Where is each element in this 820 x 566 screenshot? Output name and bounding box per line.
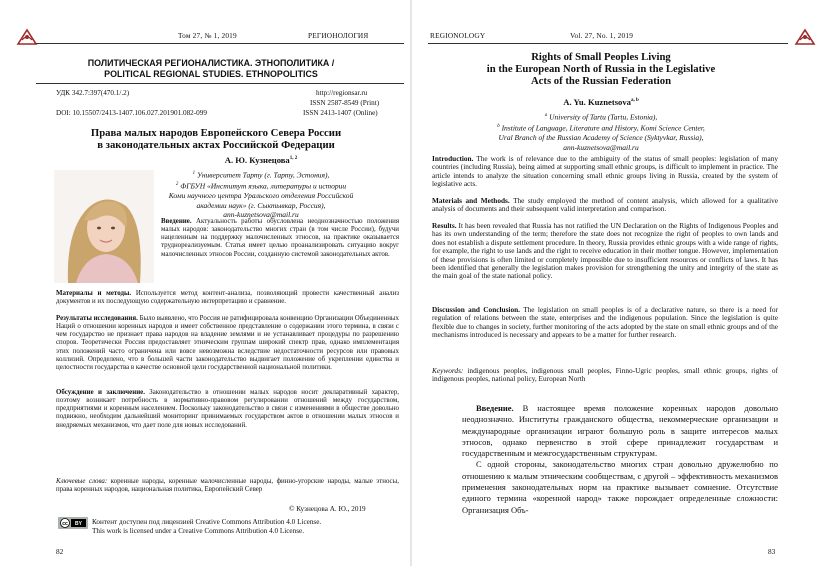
author-en bbox=[428, 97, 774, 107]
right-page bbox=[422, 0, 820, 566]
title-line: Права малых народов Европейского Севера России bbox=[90, 127, 342, 139]
article-title-en bbox=[428, 51, 774, 87]
rubric-rule bbox=[36, 83, 404, 84]
title-line: Acts of the Russian Federation bbox=[530, 75, 672, 87]
author-sup: a, b bbox=[630, 98, 639, 104]
affiliation-line: Коми научного центра Уральского отделения Российской bbox=[168, 191, 354, 201]
author-sup: 1, 2 bbox=[289, 156, 298, 162]
udc: УДК 342.7:397(470.1/.2) bbox=[56, 89, 130, 97]
abstract-label: Обсуждение и заключение. bbox=[56, 389, 145, 396]
cc-by-license-icon bbox=[58, 517, 88, 529]
affiliation-line: $^b$ Institute of Language, Literature and History, Komi Science Center, bbox=[497, 123, 705, 133]
keywords-label: Keywords: bbox=[432, 366, 464, 375]
rubric-ru: ПОЛИТИЧЕСКАЯ РЕГИОНАЛИСТИКА. ЭТНОПОЛИТИКА / bbox=[87, 58, 335, 68]
header-section: РЕГИОНОЛОГИЯ bbox=[308, 31, 369, 40]
page-number: 83 bbox=[768, 547, 776, 556]
keywords-label: Ключевые слова: bbox=[56, 478, 108, 485]
header-volume: Том 27, № 1, 2019 bbox=[178, 31, 237, 40]
abstract-methods-en bbox=[432, 197, 778, 214]
keywords-text: коренные народы, коренные малочисленные народы, финно-угорские народы, малые этносы, права коренных народов, национальная политика, Европейский Север bbox=[56, 478, 399, 494]
article-title-ru bbox=[46, 127, 386, 151]
journal-logo-icon bbox=[794, 26, 816, 48]
abstract-methods-ru bbox=[56, 290, 399, 306]
keywords-text: indigenous peoples, indigenous small peoples, Finno-Ugric peoples, small ethnic groups, rights of indigenous peoples, national policy, European North bbox=[432, 366, 778, 384]
abstract-label: Материалы и методы. bbox=[56, 290, 132, 297]
license-en: This work is licensed under a Creative Commons Attribution 4.0 License. bbox=[92, 527, 304, 535]
author-email: ann-kuznetsova@mail.ru bbox=[223, 210, 299, 220]
abstract-text: Используется метод контент-анализа, позволяющий провести качественный анализ документов и их последующую содержательную интерпретацию и сравнение. bbox=[56, 290, 399, 306]
abstract-label: Результаты исследования. bbox=[56, 315, 138, 322]
title-line: в законодательных актах Российской Федерации bbox=[97, 139, 335, 151]
author-name: A. Yu. Kuznetsova bbox=[563, 97, 631, 107]
header-rule bbox=[36, 43, 404, 44]
author-name: А. Ю. Кузнецова bbox=[224, 155, 290, 165]
keywords-en bbox=[432, 367, 778, 384]
doi: DOI: 10.15507/2413-1407.106.027.201901.082-099 bbox=[56, 109, 207, 117]
title-line: Rights of Small Peoples Living bbox=[531, 51, 671, 63]
abstract-results-ru bbox=[56, 315, 399, 372]
issn-online: ISSN 2413-1407 (Online) bbox=[303, 109, 378, 117]
abstract-text: Законодательство в отношении малых народов носит декларативный характер, поэтому возникает потребность в нормативно-правовом регулировании отношений между государством, предприятиями и коренным населением. Поскольку законодательство в связи с изменениями в обществе довольно подвижно, необходим дальнейший мониторинг принимаемых государством актов в отношении малых этносов и внедряемых механизмов, что дает поле для новых исследований. bbox=[56, 389, 399, 429]
paragraph-text: В настоящее время положение коренных народов довольно неоднозначно. Институты гражданского общества, некоммерческие организации и международные организации играют большую роль в защите интересов малых этносов, однако первенство в этой сфере принадлежит государствам и государственным и межгосударственным структурам. bbox=[462, 403, 779, 459]
rubric-en: POLITICAL REGIONAL STUDIES. ETHNOPOLITICS bbox=[104, 69, 318, 79]
running-header bbox=[422, 31, 820, 43]
author-ru bbox=[126, 155, 396, 165]
left-page bbox=[6, 0, 406, 566]
keywords-ru bbox=[56, 478, 399, 494]
gutter bbox=[410, 0, 412, 566]
affiliation-line: $^a$ University of Tartu (Tartu, Estonia), bbox=[544, 112, 658, 122]
abstract-label: Introduction. bbox=[432, 154, 474, 163]
abstract-text: The legislation on small peoples is of a declarative nature, so there is a need for regulation of relations between the state, enterprises and the indigenous population. Since the legislation is quite flexible due to changes in society, further monitoring of the acts adopted by the state on small ethnic groups and of the mechanisms introduced is necessary and appears to be a matter for further research. bbox=[432, 305, 778, 340]
affiliation-line: Ural Branch of the Russian Academy of Science (Syktyvkar, Russia), bbox=[498, 133, 704, 143]
affiliation-line: академии наук» (г. Сыктывкар, Россия), bbox=[196, 200, 326, 210]
abstract-label: Discussion and Conclusion. bbox=[432, 305, 520, 314]
journal-url: http://regionsar.ru bbox=[316, 89, 368, 97]
abstract-discussion-en bbox=[432, 306, 778, 340]
header-volume: Vol. 27, No. 1, 2019 bbox=[570, 31, 634, 40]
page-number: 82 bbox=[56, 547, 64, 556]
header-rule bbox=[428, 43, 788, 44]
abstract-text: Актуальность работы обусловлена неоднозначностью положения малых народов: законодательство многих стран (в том числе России), будучи нацеленным на поддержку малочисленных этносов, на практике оказывается труднореализуемым. Статья имеет целью проанализировать ситуацию вокруг малочисленных этносов России, созданную системой законодательных актов. bbox=[161, 218, 399, 258]
rubric bbox=[16, 58, 406, 80]
author-photo bbox=[54, 170, 154, 283]
body-paragraph: С одной стороны, законодательство многих стран довольно дружелюбно по отношению к малым этническим сообществам, с другой – эффективность механизмов применения законодательных норм на практике вызывает сомнение. Отсутствие единого термина «коренной народ» также порождает определенные сложности: Организация Объ- bbox=[462, 459, 778, 515]
affiliation-line: $^1$ Университет Тарту (г. Тарту, Эстония), bbox=[192, 170, 330, 180]
abstract-intro-ru bbox=[161, 218, 399, 259]
abstract-text: The study employed the method of content analysis, which allowed for a qualitative analysis of documents and their subsequent valid interpretation and comparison. bbox=[432, 196, 778, 214]
issn-print: ISSN 2587-8549 (Print) bbox=[310, 99, 380, 107]
svg-text:cc: cc bbox=[62, 521, 68, 527]
header-section: REGIONOLOGY bbox=[430, 31, 486, 40]
abstract-discussion-ru bbox=[56, 389, 399, 430]
affiliation-line: $^2$ ФГБУН «Институт языка, литературы и истории bbox=[175, 181, 347, 191]
body-paragraph bbox=[462, 403, 778, 459]
abstract-text: The work is of relevance due to the ambiguity of the status of small peoples: legislation of many countries (including Russia), being aimed at supporting small ethnic groups, is difficult to implement in practice. The article intends to analyze the situation concerning small ethnic groups living in Russia, created by the system of legislative acts. bbox=[432, 154, 778, 189]
author-email: ann-kuznetsova@mail.ru bbox=[563, 142, 639, 152]
abstract-intro-en bbox=[432, 155, 778, 189]
abstract-label: Materials and Methods. bbox=[432, 196, 510, 205]
title-line: in the European North of Russia in the Legislative bbox=[486, 63, 716, 75]
affiliations-en bbox=[428, 111, 774, 152]
affiliations-ru bbox=[126, 169, 396, 220]
section-heading: Введение. bbox=[476, 403, 514, 413]
abstract-text: Было выявлено, что Россия не ратифицировала конвенцию Организации Объединенных Наций о отношении коренных народов и имеет собственное представление о содержании этого термина, в связи с чем государство не признает права народов на владение землями и не устанавливает процедуры по разрешению споров. Теоретически Россия предоставляет этническим группам широкий спектр прав, однако имплементация этих положений часто ограничена или вовсе невозможна вследствие недостаточности ресурсов или правовых коллизий. Определено, что в большей части законодательство выдвигает положение об укреплении единства и целостности государства в качестве основной цели государственной национальной политики. bbox=[56, 315, 399, 371]
abstract-text: It has been revealed that Russia has not ratified the UN Declaration on the Rights of Indigenous Peoples and has its own understanding of the term; therefore the state does not recognize the right of peoples to own lands and does not establish a dispute settlement procedure. In theory, Russia provides ethnic groups with a wide range of rights, for example, the right to use lands and the right to receive education in their mother tongue. However, implementation of these provisions is often limited or completely impossible due to insufficient resources or conflicts of laws. It has been identified that generally the legislation makes provision for strengthening the unity and integrity of the state as the main goal of the state national policy. bbox=[432, 221, 778, 281]
abstract-results-en bbox=[432, 222, 778, 281]
article-body bbox=[462, 403, 778, 516]
license-ru: Контент доступен под лицензией Creative Commons Attribution 4.0 License. bbox=[92, 518, 322, 526]
abstract-label: Введение. bbox=[161, 218, 192, 225]
copyright: © Кузнецова А. Ю., 2019 bbox=[289, 505, 366, 513]
svg-text:BY: BY bbox=[75, 521, 82, 527]
running-header bbox=[6, 31, 406, 43]
abstract-label: Results. bbox=[432, 221, 457, 230]
